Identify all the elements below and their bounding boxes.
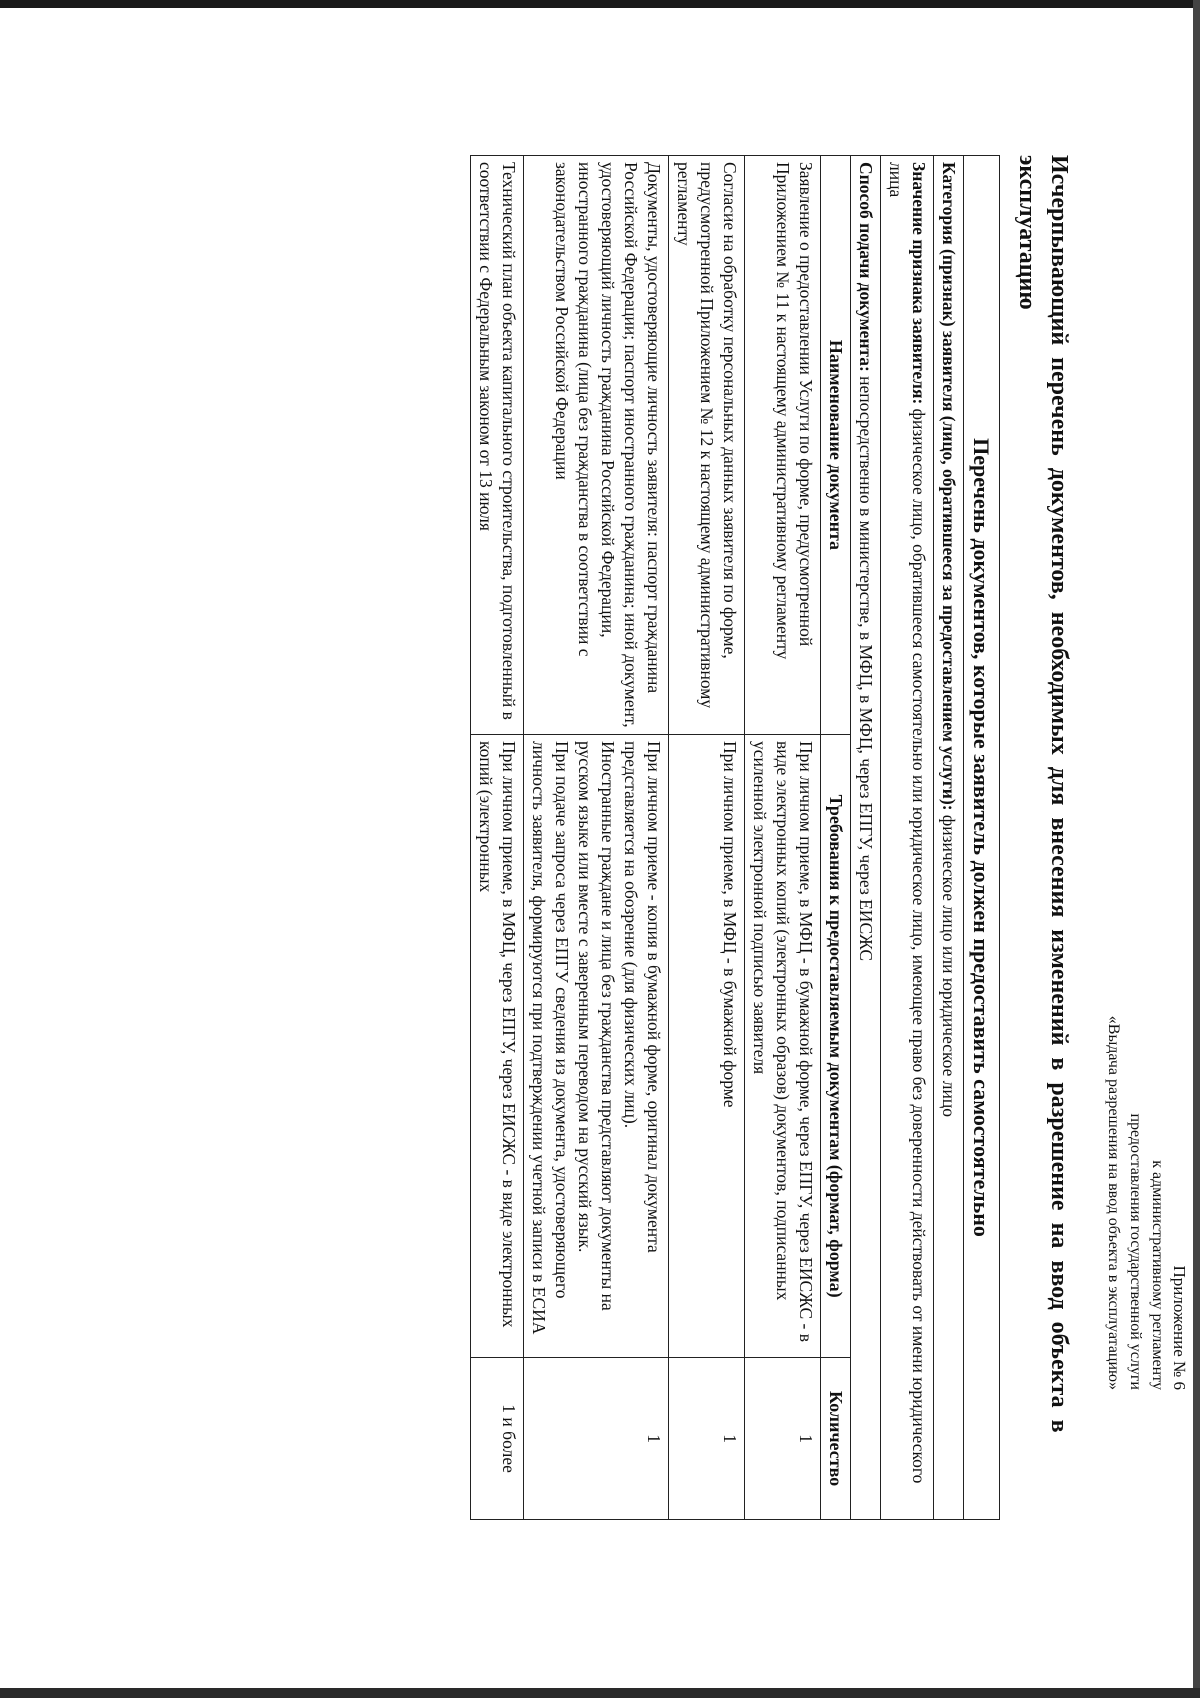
table-row (471, 156, 524, 1520)
doc-name-cell: Технический план объекта капитального строительства, подготовленный в соответствии с Федеральным законом от 13 июля (471, 156, 524, 735)
requirement-text: При личном приеме, в МФЦ - в бумажной форме (720, 740, 740, 1108)
sign-value: физическое лицо, обратившееся самостоятельно или юридическое лицо, имеющее право без доверенности действовать от имени юридического лица (886, 162, 929, 1484)
requirement-text: Иностранные граждане и лица без гражданства представляют документы на русском языке или вместе с заверенным переводом на русский язык. (575, 740, 618, 1311)
doc-name-cell: Согласие на обработку персональных данных заявителя по форме, предусмотренной Приложением № 12 к настоящему административному регламенту (669, 156, 745, 735)
document-title: Исчерпывающий перечень документов, необходимых для внесения изменений в разрешение на ввод объекта в эксплуатацию (1014, 155, 1072, 1433)
scan-edge-bottom (0, 1688, 1200, 1698)
table-row (524, 156, 669, 1520)
category-label: Категория (признак) заявителя (лицо, обратившееся за предоставлением услуги): (939, 162, 959, 811)
appendix-line-3: «Выдача разрешения на ввод объекта в эксплуатацию» (1105, 1015, 1122, 1390)
documents-table (470, 155, 1000, 1520)
category-row (934, 156, 964, 1520)
requirement-text: При личном приеме, в МФЦ, через ЕПГУ, через ЕИСЖС - в виде электронных копий (электронных (476, 740, 519, 1328)
doc-requirements-cell (471, 734, 524, 1357)
doc-requirements-cell (745, 734, 821, 1357)
method-value: непосредственно в министерстве, в МФЦ, в МФЦ, через ЕПГУ, через ЕИСЖС (856, 376, 876, 962)
doc-quantity-cell: 1 (745, 1358, 821, 1520)
table-row (745, 156, 821, 1520)
appendix-header (1102, 1016, 1190, 1390)
sign-label: Значение признака заявителя: (909, 162, 929, 405)
header-name: Наименование документа (821, 156, 851, 735)
appendix-number: Приложение № 6 (1170, 1265, 1189, 1390)
appendix-line-2: предоставления государственной услуги (1127, 1113, 1144, 1390)
requirement-text: При личном приеме - копия в бумажной форме, оригинал документа представляется на обозрение (для физических лиц). (621, 740, 664, 1253)
doc-quantity-cell: 1 (669, 1358, 745, 1520)
category-value: физическое лицо или юридическое лицо (939, 814, 959, 1117)
doc-name-cell: Заявление о предоставлении Услуги по форме, предусмотренной Приложением № 11 к настоящему административному регламенту (745, 156, 821, 735)
doc-quantity-cell: 1 и более (471, 1358, 524, 1520)
rotated-page (120, 0, 1200, 1560)
method-label: Способ подачи документа: (856, 162, 876, 372)
doc-name-cell: Документы, удостоверяющие личность заявителя: паспорт гражданина Российской Федерации; паспорт иностранного гражданина; иной документ, удостоверяющий личность гражданина Российской Федерации, иностранного гражданина (лица без гражданства в соответствии с законодательством Российской Федерации (524, 156, 669, 735)
doc-quantity-cell: 1 (524, 1358, 669, 1520)
doc-requirements-cell (524, 734, 669, 1357)
doc-requirements-cell (669, 734, 745, 1357)
header-requirements: Требования к предоставляемым документам (формат, форма) (821, 734, 851, 1357)
section-title: Перечень документов, которые заявитель должен предоставить самостоятельно (964, 156, 1000, 1520)
method-row (851, 156, 881, 1520)
appendix-line-1: к административному регламенту (1149, 1160, 1166, 1390)
sign-row (881, 156, 934, 1520)
header-quantity: Количество (821, 1358, 851, 1520)
table-row (669, 156, 745, 1520)
requirement-text: При личном приеме, в МФЦ - в бумажной форме, через ЕПГУ, через ЕИСЖС - в виде электронных копий (электронных образов) документов, подписанных усиленной электронной подписью заявителя (750, 740, 816, 1342)
requirement-text: При подаче запроса через ЕПГУ сведения из документа, удостоверяющего личность заявителя, формируются при подтверждении учетной записи в ЕСИА (529, 740, 572, 1335)
